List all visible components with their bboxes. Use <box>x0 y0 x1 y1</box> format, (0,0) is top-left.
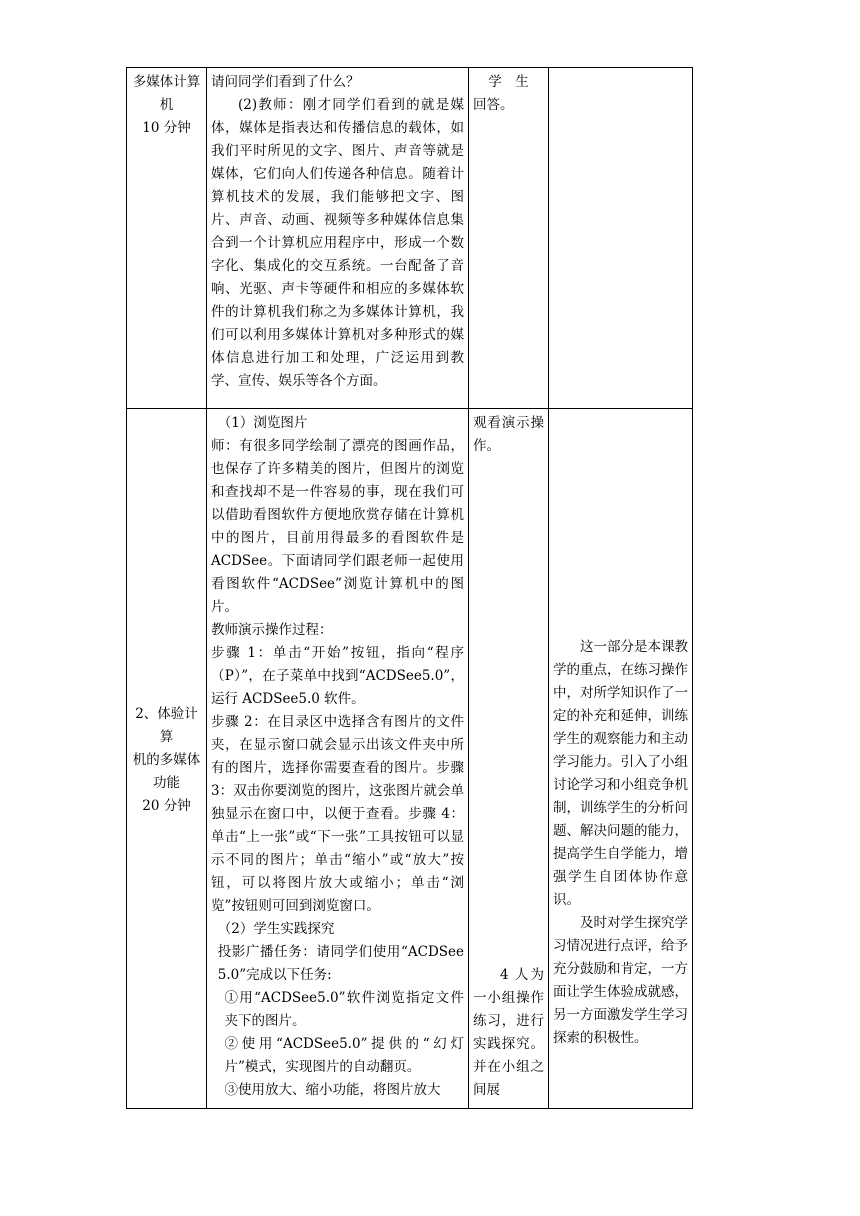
cell-spacer <box>553 412 688 636</box>
design-intent-cell <box>549 68 693 409</box>
student-activity-cell <box>469 68 549 409</box>
teacher-activity-cell <box>207 68 469 409</box>
student-activity-cell <box>469 409 549 1109</box>
stage-line: 机 <box>159 97 174 113</box>
teacher-paragraph: （1）浏览图片 <box>217 415 308 431</box>
stage-line: 2、体验计算 <box>135 705 198 745</box>
lesson-plan-table <box>126 67 693 1109</box>
teacher-activity-cell <box>207 409 469 1109</box>
teacher-paragraph: ②使用“ACDSee5.0”提供的“幻灯片”模式，实现图片的自动翻页。 <box>224 1036 464 1075</box>
stage-line: 10 分钟 <box>142 120 191 136</box>
teacher-paragraph: 请问同学们看到了什么？ <box>211 74 360 90</box>
stage-line: 功能 <box>153 774 180 791</box>
stage-line: 机的多媒体 <box>132 751 201 768</box>
design-intent-cell <box>549 409 693 1109</box>
teacher-paragraph: 投影广播任务：请同学们使用“ACDSee 5.0”完成以下任务: <box>217 944 464 983</box>
table-row <box>127 68 693 409</box>
teacher-paragraph: 步骤 1：单击“开始”按钮，指向“程序（P）”，在子菜单中找到“ACDSee5.0”，运行 ACDSee5.0 软件。 <box>211 645 464 707</box>
teacher-paragraph: (2)教师：刚才同学们看到的就是媒体，媒体是指表达和传播信息的载体，如我们平时所见的文字、图片、声音等就是媒体，它们向人们传递各种信息。随着计算机技术的发展，我们能够把文字、图片、声音、动画、视频等多种媒体信息集合到一个计算机应用程序中，形成一个数字化、集成化的交互系统。一台配备了音响、光驱、声卡等硬件和相应的多媒体软件的计算机我们称之为多媒体计算机，我们可以利用多媒体计算机对多种形式的媒体信息进行加工和处理，广泛运用到教学、宣传、娱乐等各个方面。 <box>211 97 464 389</box>
stage-cell <box>127 409 207 1109</box>
stage-line: 20 分钟 <box>142 797 191 814</box>
student-paragraph: 回答。 <box>473 97 514 113</box>
cell-spacer <box>473 458 544 964</box>
teacher-paragraph: 步骤 2：在目录区中选择含有图片的文件夹，在显示窗口就会显示出该文件夹中所有的图片，选择你需要查看的图片。步骤 3：双击你要浏览的图片，这张图片就会单独显示在窗口中，以便于查看。步骤 4：单击“上一张”或“下一张”工具按钮可以显示不同的图片；单击“缩小”或“放大”按钮，可以将图片放大或缩小；单击“浏览”按钮则可回到浏览窗口。 <box>211 714 464 914</box>
student-paragraph: 4 人为一小组操作练习，进行实践探究。并在小组之间展 <box>473 967 544 1098</box>
teacher-paragraph: （2）学生实践探究 <box>217 921 335 937</box>
teacher-paragraph: ①用“ACDSee5.0”软件浏览指定文件夹下的图片。 <box>224 990 464 1029</box>
stage-cell <box>127 68 207 409</box>
teacher-paragraph: 教师演示操作过程： <box>211 622 333 638</box>
student-paragraph: 观看演示操作。 <box>473 415 544 454</box>
student-paragraph: 学 生 <box>488 74 529 90</box>
stage-line: 多媒体计算 <box>132 74 201 90</box>
teacher-paragraph: ③使用放大、缩小功能，将图片放大 <box>224 1082 441 1098</box>
teacher-paragraph: 师：有很多同学绘制了漂亮的图画作品，也保存了许多精美的图片，但图片的浏览和查找却不是一件容易的事，现在我们可以借助看图软件方便地欣赏存储在计算机中的图片，目前用得最多的看图软件是 ACDSee。下面请同学们跟老师一起使用看图软件“ACDSee”浏览计算机中的图片。 <box>211 438 464 615</box>
table-row <box>127 409 693 1109</box>
intent-paragraph: 及时对学生探究学习情况进行点评，给予充分鼓励和肯定，一方面让学生体验成就感，另一方面激发学生学习探索的积极性。 <box>553 915 688 1046</box>
intent-paragraph: 这一部分是本课教学的重点，在练习操作中，对所学知识作了一定的补充和延伸，训练学生的观察能力和主动学习能力。引入了小组讨论学习和小组竞争机制，训练学生的分析问题、解决问题的能力，提高学生自学能力，增强学生自团体协作意识。 <box>553 639 688 908</box>
